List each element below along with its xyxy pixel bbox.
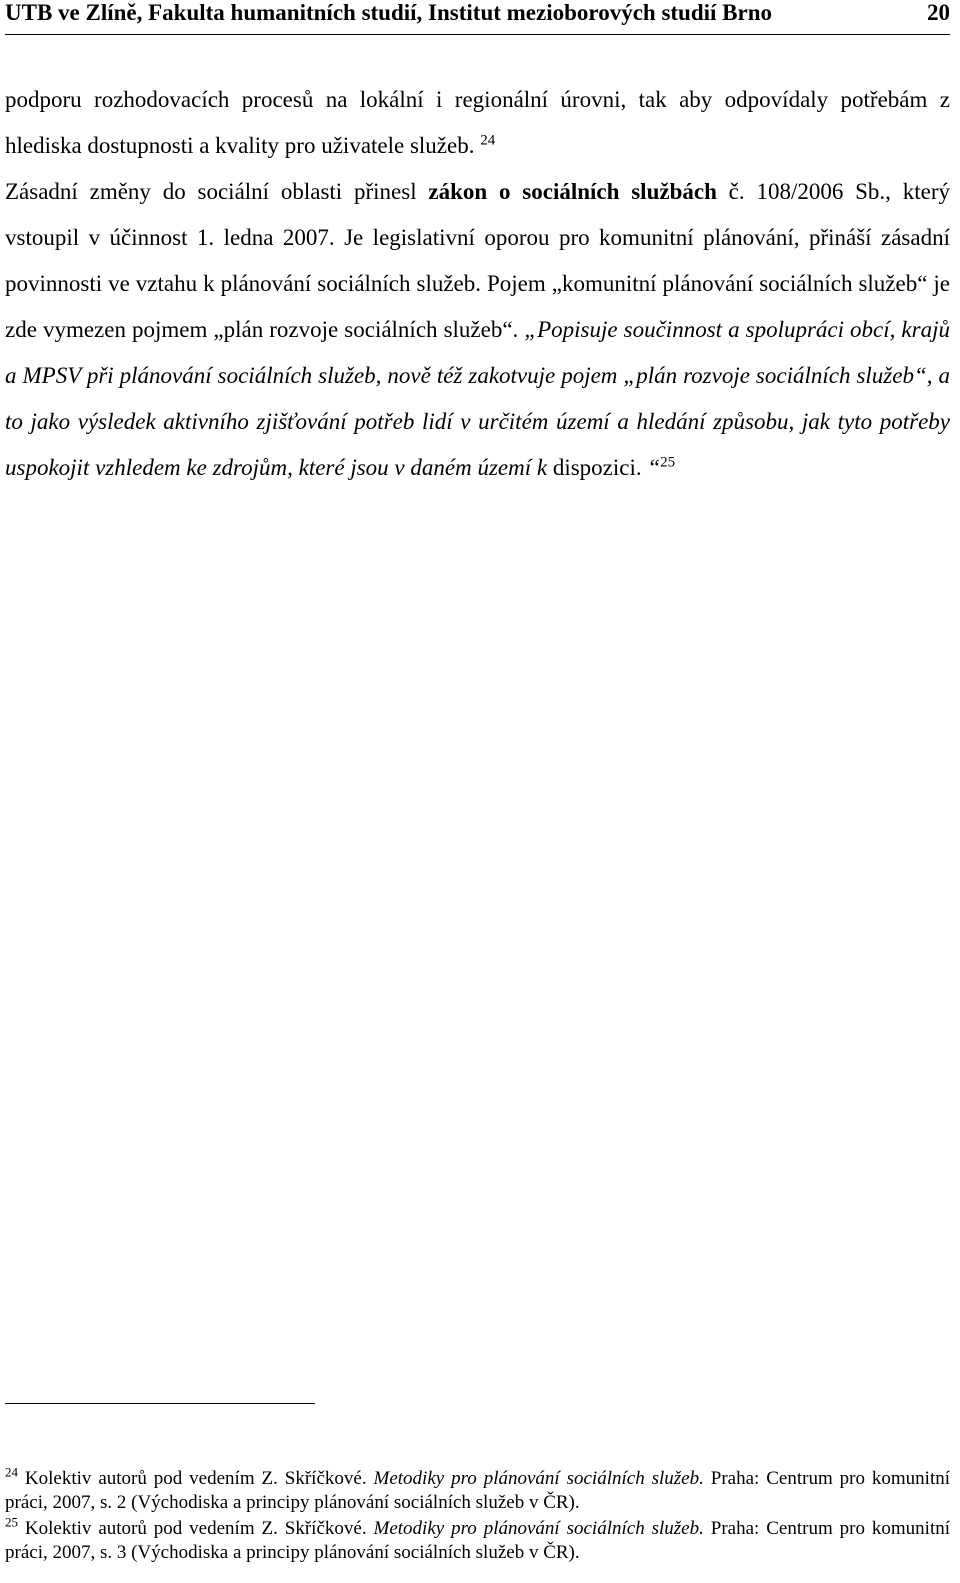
document-page: [5, 0, 950, 1583]
footnotes: [5, 1464, 950, 1567]
header-rule: [5, 34, 950, 35]
page-number: 20: [927, 0, 950, 25]
paragraph-1: podporu rozhodovacích procesů na lokální i regionální úrovni, tak aby odpovídaly potřebám z hlediska dostupnosti a kvality pro uživatele služeb. $^{24}$: [5, 87, 950, 158]
quotation: „Popisuje součinnost a spolupráci obcí, krajů a MPSV při plánování sociálních služeb, nově též zakotvuje pojem „plán rozvoje sociálních služeb“, a to jako výsledek aktivního zjišťování potřeb lidí v určitém území a hledání způsobu, jak tyto potřeby uspokojit vzhledem ke zdrojům, které jsou v daném území k: [5, 317, 950, 480]
footnote-ref-25: 25: [660, 454, 676, 471]
law-name: zákon o sociálních službách: [428, 179, 717, 204]
paragraph-2: Zásadní změny do sociální oblasti přinesl zákon o sociálních službách č. 108/2006 Sb., který vstoupil v účinnost 1. ledna 2007. Je legislativní oporou pro komunitní plánování, přináší zásadní povinnosti ve vztahu k plánování sociálních služeb. Pojem „komunitní plánování sociálních služeb“ je zde vymezen pojmem „plán rozvoje sociálních služeb“. „Popisuje součinnost a spolupráci obcí, krajů a MPSV při plánování sociálních služeb, nově též zakotvuje pojem „plán rozvoje sociálních služeb“, a to jako výsledek aktivního zjišťování potřeb lidí v určitém území a hledání způsobu, jak tyto potřeby uspokojit vzhledem ke zdrojům, které jsou v daném území k dispozici. “$^{25}$: [5, 179, 950, 480]
footnote-24: $^{24}$ Kolektiv autorů pod vedením Z. Skříčkové. Metodiky pro plánování sociálních služeb. Praha: Centrum pro komunitní práci, 2007, s. 2 (Východiska a principy plánování sociálních služeb v ČR).: [5, 1464, 950, 1513]
header-title: UTB ve Zlíně, Fakulta humanitních studií, Institut mezioborových studií Brno: [5, 0, 773, 25]
footnote-25: $^{25}$ Kolektiv autorů pod vedením Z. Skříčkové. Metodiky pro plánování sociálních služeb. Praha: Centrum pro komunitní práci, 2007, s. 3 (Východiska a principy plánování sociálních služeb v ČR).: [5, 1514, 950, 1563]
footnote-ref-24: 24: [480, 132, 496, 149]
body-text: [5, 77, 950, 491]
footnote-separator: [5, 1403, 315, 1404]
